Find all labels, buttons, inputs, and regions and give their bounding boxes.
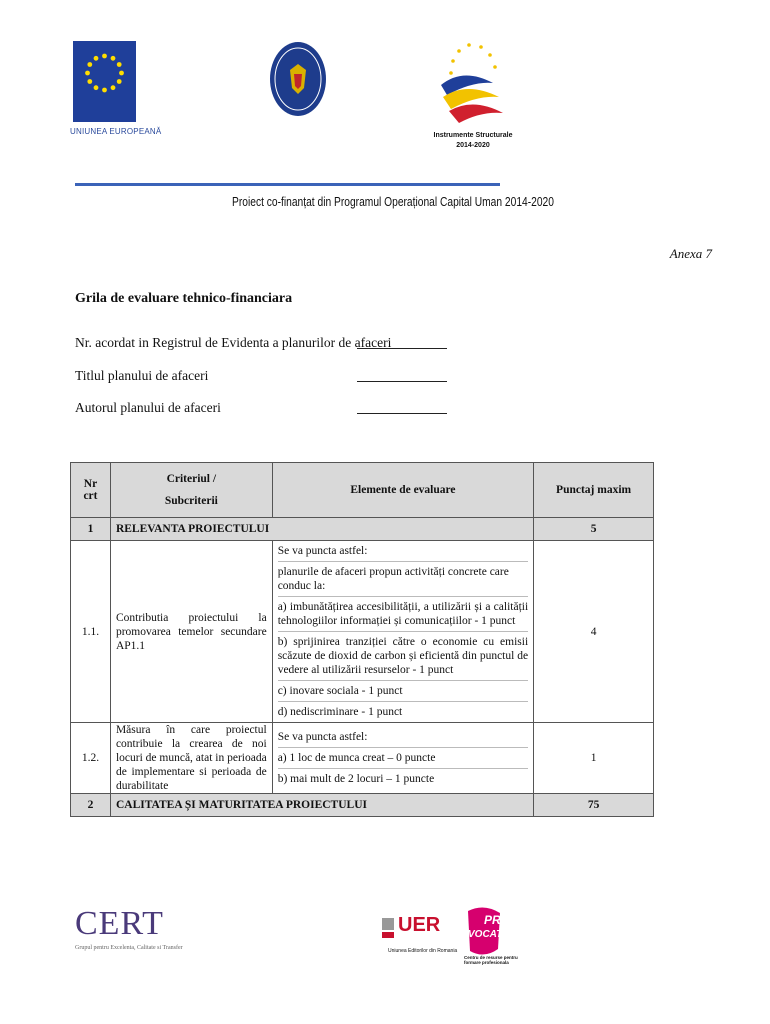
is-caption-line1: Instrumente Structurale: [433, 132, 513, 139]
pro-text: PRO: [484, 913, 511, 927]
section-nr: 1: [71, 518, 111, 541]
element-line: a) 1 loc de munca creat – 0 puncte: [278, 748, 528, 769]
field-blank-plan-author[interactable]: [357, 399, 447, 414]
government-seal-logo: [268, 40, 328, 118]
row-criterion: Contributia proiectului la promovarea temelor secundare AP1.1: [110, 541, 272, 723]
uer-logo-text: UER: [398, 914, 441, 936]
element-line: d) nediscriminare - 1 punct: [277, 706, 403, 718]
field-label-plan-title: Titlul planului de afaceri: [75, 368, 209, 383]
instrumente-structurale-logo: [433, 37, 513, 127]
table-header-row: [71, 463, 654, 518]
element-line: b) sprijinirea tranziției către o economie cu emisii scăzute de dioxid de carbon și eficientă din punctul de vedere al utilizării resurselor - 1 punct: [278, 632, 528, 681]
annex-label: Anexa 7: [669, 246, 712, 261]
section-score: 75: [534, 794, 654, 817]
element-line: Se va puncta astfel:: [278, 541, 528, 562]
row-criterion: Măsura în care proiectul contribuie la crearea de noi locuri de muncă, atat in perioada de implementare si perioada de durabilitate: [110, 723, 272, 794]
header-criteria-line2: Subcriterii: [164, 495, 218, 507]
section-row-relevance: [71, 518, 654, 541]
element-line: b) mai mult de 2 locuri – 1 puncte: [277, 773, 435, 785]
element-line: a) imbunătățirea accesibilității, a utilizării și a calității tehnologiilor informației și comunicațiilor - 1 punct: [278, 597, 528, 632]
section-row-quality: [71, 794, 654, 817]
row-nr: 1.2.: [71, 723, 111, 794]
header-nr: Nr crt: [71, 463, 111, 518]
row-score: 4: [534, 541, 654, 723]
evaluation-grid-table: [70, 462, 654, 817]
is-caption-line2: 2014-2020: [456, 142, 490, 149]
section-score: 5: [534, 518, 654, 541]
header-criteria-line1: Criteriul /: [166, 473, 217, 485]
cert-caption: Grupul pentru Excelenta, Calitate si Transfer: [75, 945, 183, 951]
header-criteria: [110, 463, 272, 518]
element-line: c) inovare sociala - 1 punct: [278, 681, 528, 702]
header-divider: [75, 183, 500, 186]
section-title: CALITATEA ȘI MATURITATEA PROIECTULUI: [110, 794, 533, 817]
field-blank-registry-number[interactable]: [357, 334, 447, 349]
pro-caption: Centru de resurse pentru formare profesionala: [464, 955, 518, 965]
vocatie-text: VOCATIE: [468, 929, 512, 940]
table-row: [71, 723, 654, 794]
section-title: RELEVANTA PROIECTULUI: [110, 518, 533, 541]
row-nr: 1.1.: [71, 541, 111, 723]
section-nr: 2: [71, 794, 111, 817]
eu-flag-logo: [73, 41, 136, 122]
document-title: Grila de evaluare tehnico-financiara: [75, 291, 293, 306]
header-elements: Elemente de evaluare: [272, 463, 533, 518]
uer-caption: Uniunea Editorilor din Romania: [388, 948, 458, 954]
eu-stars-icon: [73, 41, 136, 122]
uer-logo: [382, 910, 458, 955]
instrumente-structurale-caption: [418, 131, 528, 151]
field-label-plan-author: Autorul planului de afaceri: [75, 400, 221, 415]
eu-caption: UNIUNEA EUROPEANĂ: [70, 127, 162, 136]
element-line: planurile de afaceri propun activități concrete care conduc la:: [278, 562, 528, 597]
header-max-score: Punctaj maxim: [534, 463, 654, 518]
element-line: Se va puncta astfel:: [278, 727, 528, 748]
cert-logo: CERT: [75, 905, 164, 942]
cofinancing-tagline: Proiect co-finanțat din Programul Operațional Capital Uman 2014-2020: [232, 195, 554, 209]
field-label-registry-number: Nr. acordat in Registrul de Evidenta a planurilor de afaceri: [75, 335, 392, 350]
pro-vocatie-logo: [464, 905, 534, 965]
row-elements: [272, 541, 533, 723]
row-score: 1: [534, 723, 654, 794]
row-elements: [272, 723, 533, 794]
field-blank-plan-title[interactable]: [357, 367, 447, 382]
table-row: [71, 541, 654, 723]
